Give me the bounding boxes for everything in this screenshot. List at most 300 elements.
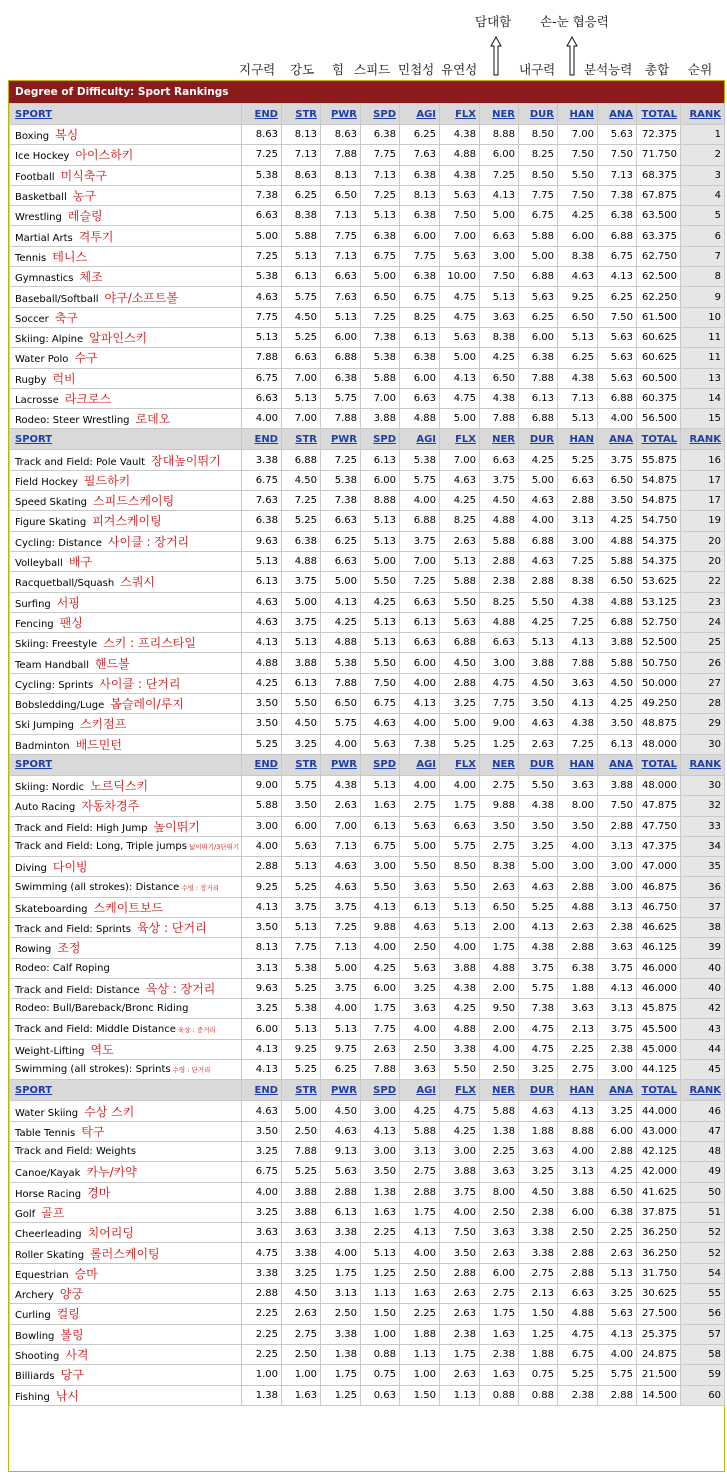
- sport-name-korean: 야구/소프트볼: [104, 290, 179, 305]
- sport-name-cell: [10, 1162, 242, 1182]
- sort-link-total[interactable]: TOTAL: [637, 1080, 681, 1101]
- han-cell: 4.13: [558, 633, 598, 653]
- sort-link-str[interactable]: STR: [282, 104, 321, 125]
- table-row: [10, 1101, 725, 1121]
- pwr-cell: 7.88: [321, 145, 361, 165]
- ner-cell: 1.25: [480, 734, 519, 754]
- sort-link-dur[interactable]: DUR: [519, 104, 558, 125]
- sport-name: Rodeo: Steer Wrestling: [15, 415, 130, 427]
- column-header-row: [10, 1080, 725, 1101]
- sport-name-cell: [10, 145, 242, 165]
- end-cell: 6.63: [242, 388, 282, 408]
- sport-name-cell: [10, 796, 242, 816]
- rank-cell: 30: [681, 734, 725, 754]
- pwr-cell: 6.38: [321, 368, 361, 388]
- ana-cell: 6.13: [598, 734, 637, 754]
- sort-link-pwr[interactable]: PWR: [321, 1080, 361, 1101]
- sort-link-ner[interactable]: NER: [480, 1080, 519, 1101]
- sort-link-rank[interactable]: RANK: [681, 104, 725, 125]
- ana-cell: 2.25: [598, 1223, 637, 1243]
- pwr-cell: 4.13: [321, 592, 361, 612]
- rank-cell: 40: [681, 958, 725, 978]
- sort-link-flx[interactable]: FLX: [440, 754, 480, 775]
- end-cell: 2.25: [242, 1304, 282, 1324]
- total-cell: 63.500: [637, 206, 681, 226]
- table-row: [10, 1365, 725, 1385]
- ana-cell: 7.50: [598, 145, 637, 165]
- han-cell: 7.50: [558, 145, 598, 165]
- agi-cell: 5.00: [400, 836, 440, 856]
- agi-cell: 5.50: [400, 857, 440, 877]
- pwr-cell: 6.25: [321, 1060, 361, 1080]
- sort-link-str[interactable]: STR: [282, 754, 321, 775]
- sport-name-korean: 알파인스키: [89, 331, 148, 346]
- str-cell: 7.00: [282, 409, 321, 429]
- sort-link-pwr[interactable]: PWR: [321, 754, 361, 775]
- sport-name-korean: 럭비: [52, 371, 76, 386]
- agi-cell: 6.38: [400, 267, 440, 287]
- ana-cell: 6.50: [598, 470, 637, 490]
- pwr-cell: 6.63: [321, 267, 361, 287]
- agi-cell: 1.00: [400, 1365, 440, 1385]
- sport-name: Figure Skating: [15, 517, 87, 529]
- sort-link-agi[interactable]: AGI: [400, 429, 440, 450]
- table-row: [10, 592, 725, 612]
- str-cell: 7.88: [282, 1141, 321, 1161]
- han-cell: 2.88: [558, 491, 598, 511]
- pwr-cell: 7.38: [321, 491, 361, 511]
- sport-name-korean: 롤러스케이팅: [90, 1246, 160, 1261]
- ana-cell: 2.38: [598, 1039, 637, 1059]
- sport-name: Tennis: [15, 252, 47, 264]
- sort-link-end[interactable]: END: [242, 1080, 282, 1101]
- sport-name-cell: [10, 531, 242, 551]
- sport-name: Skiing: Freestyle: [15, 639, 98, 651]
- sport-name: Golf: [15, 1208, 36, 1220]
- sort-link-ana[interactable]: ANA: [598, 1080, 637, 1101]
- ner-cell: 0.88: [480, 1385, 519, 1405]
- sort-link-han[interactable]: HAN: [558, 754, 598, 775]
- flx-cell: 10.00: [440, 267, 480, 287]
- flx-cell: 3.75: [440, 1182, 480, 1202]
- pwr-cell: 7.25: [321, 917, 361, 937]
- rank-cell: 20: [681, 551, 725, 571]
- sport-name-korean: 아이스하키: [75, 148, 134, 163]
- flx-cell: 5.25: [440, 734, 480, 754]
- ana-cell: 3.88: [598, 633, 637, 653]
- agi-cell: 6.00: [400, 368, 440, 388]
- ana-cell: 5.63: [598, 125, 637, 145]
- sport-name-korean: 노르딕스키: [90, 779, 149, 794]
- agi-cell: 7.00: [400, 551, 440, 571]
- total-cell: 60.500: [637, 368, 681, 388]
- sort-link-dur[interactable]: DUR: [519, 1080, 558, 1101]
- han-cell: 4.13: [558, 1101, 598, 1121]
- sort-link-ner[interactable]: NER: [480, 104, 519, 125]
- table-row: [10, 1344, 725, 1364]
- sport-name-korean: 사이클 : 장거리: [107, 534, 190, 549]
- spd-cell: 6.75: [361, 836, 400, 856]
- sort-link-end[interactable]: END: [242, 429, 282, 450]
- flx-cell: 7.00: [440, 226, 480, 246]
- pwr-cell: 6.13: [321, 1202, 361, 1222]
- agi-cell: 6.63: [400, 388, 440, 408]
- sort-link-agi[interactable]: AGI: [400, 1080, 440, 1101]
- end-cell: 7.25: [242, 145, 282, 165]
- pwr-cell: 5.00: [321, 572, 361, 592]
- table-row: [10, 511, 725, 531]
- total-cell: 45.500: [637, 1019, 681, 1039]
- sport-name-cell: [10, 307, 242, 327]
- total-cell: 42.000: [637, 1162, 681, 1182]
- str-cell: 6.63: [282, 348, 321, 368]
- ner-cell: 2.00: [480, 978, 519, 998]
- sport-name-cell: [10, 1263, 242, 1283]
- agi-cell: 6.38: [400, 348, 440, 368]
- str-cell: 2.75: [282, 1324, 321, 1344]
- total-cell: 41.625: [637, 1182, 681, 1202]
- sport-name-korean: 서핑: [56, 595, 80, 610]
- ner-cell: 2.25: [480, 1141, 519, 1161]
- sport-name-cell: [10, 125, 242, 145]
- ner-cell: 5.88: [480, 1101, 519, 1121]
- ana-cell: 3.25: [598, 1284, 637, 1304]
- sort-link-agi[interactable]: AGI: [400, 754, 440, 775]
- agi-cell: 1.13: [400, 1344, 440, 1364]
- rank-cell: 23: [681, 592, 725, 612]
- sort-link-dur[interactable]: DUR: [519, 754, 558, 775]
- end-cell: 5.38: [242, 165, 282, 185]
- sort-link-spd[interactable]: SPD: [361, 754, 400, 775]
- dur-cell: 2.13: [519, 1284, 558, 1304]
- ner-cell: 6.50: [480, 368, 519, 388]
- sport-name: Curling: [15, 1310, 51, 1322]
- sort-link-han[interactable]: HAN: [558, 1080, 598, 1101]
- sort-link-ana[interactable]: ANA: [598, 429, 637, 450]
- ner-cell: 2.75: [480, 836, 519, 856]
- str-cell: 5.88: [282, 226, 321, 246]
- sort-link-end[interactable]: END: [242, 754, 282, 775]
- flx-cell: 5.13: [440, 917, 480, 937]
- sort-link-spd[interactable]: SPD: [361, 429, 400, 450]
- table-row: [10, 1141, 725, 1161]
- str-cell: 5.50: [282, 694, 321, 714]
- kr-col-analytic: 분석능력: [584, 62, 633, 77]
- total-cell: 25.375: [637, 1324, 681, 1344]
- flx-cell: 7.50: [440, 1223, 480, 1243]
- rank-cell: 60: [681, 1385, 725, 1405]
- total-cell: 43.000: [637, 1121, 681, 1141]
- rank-cell: 43: [681, 1019, 725, 1039]
- sort-link-ana[interactable]: ANA: [598, 754, 637, 775]
- han-cell: 5.25: [558, 1365, 598, 1385]
- agi-cell: 5.75: [400, 470, 440, 490]
- sort-link-flx[interactable]: FLX: [440, 429, 480, 450]
- sport-name-cell: [10, 470, 242, 490]
- end-cell: 1.38: [242, 1385, 282, 1405]
- spd-cell: 3.00: [361, 857, 400, 877]
- han-cell: 3.00: [558, 531, 598, 551]
- pwr-cell: 4.00: [321, 999, 361, 1019]
- agi-cell: 4.00: [400, 1243, 440, 1263]
- spd-cell: 3.88: [361, 409, 400, 429]
- sort-link-agi[interactable]: AGI: [400, 104, 440, 125]
- str-cell: 3.88: [282, 1202, 321, 1222]
- flx-cell: 4.00: [440, 775, 480, 795]
- rank-cell: 6: [681, 226, 725, 246]
- str-cell: 8.63: [282, 165, 321, 185]
- ner-cell: 1.75: [480, 938, 519, 958]
- spd-cell: 6.38: [361, 226, 400, 246]
- ner-cell: 3.63: [480, 1162, 519, 1182]
- kr-col-total: 총합: [645, 62, 670, 77]
- rank-cell: 34: [681, 836, 725, 856]
- dur-cell: 4.38: [519, 938, 558, 958]
- flx-cell: 1.13: [440, 1385, 480, 1405]
- flx-cell: 4.75: [440, 307, 480, 327]
- sport-name-cell: [10, 978, 242, 998]
- table-row: [10, 938, 725, 958]
- dur-cell: 8.25: [519, 145, 558, 165]
- han-cell: 5.25: [558, 450, 598, 470]
- spd-cell: 5.13: [361, 511, 400, 531]
- sport-name: Swimming (all strokes): Sprints: [15, 1064, 171, 1076]
- flx-cell: 3.25: [440, 694, 480, 714]
- sort-link-spd[interactable]: SPD: [361, 1080, 400, 1101]
- sort-link-flx[interactable]: FLX: [440, 1080, 480, 1101]
- ner-cell: 2.00: [480, 1019, 519, 1039]
- ana-cell: 3.75: [598, 450, 637, 470]
- sort-link-total[interactable]: TOTAL: [637, 754, 681, 775]
- total-cell: 47.375: [637, 836, 681, 856]
- end-cell: 7.38: [242, 185, 282, 205]
- rank-cell: 45: [681, 1060, 725, 1080]
- han-cell: 3.13: [558, 511, 598, 531]
- spd-cell: 5.13: [361, 775, 400, 795]
- str-cell: 6.25: [282, 185, 321, 205]
- dur-cell: 3.25: [519, 1060, 558, 1080]
- sort-link-ner[interactable]: NER: [480, 754, 519, 775]
- sort-link-ana[interactable]: ANA: [598, 104, 637, 125]
- ana-cell: 3.00: [598, 857, 637, 877]
- sort-link-sport[interactable]: SPORT: [10, 104, 242, 125]
- table-title: Degree of Difficulty: Sport Rankings: [9, 81, 724, 103]
- rank-cell: 26: [681, 653, 725, 673]
- sort-link-str[interactable]: STR: [282, 429, 321, 450]
- str-cell: 7.25: [282, 491, 321, 511]
- sort-link-pwr[interactable]: PWR: [321, 429, 361, 450]
- flx-cell: 5.63: [440, 612, 480, 632]
- pwr-cell: 5.00: [321, 958, 361, 978]
- sort-link-rank[interactable]: RANK: [681, 754, 725, 775]
- agi-cell: 5.38: [400, 450, 440, 470]
- rank-cell: 17: [681, 470, 725, 490]
- table-row: [10, 958, 725, 978]
- ner-cell: 3.63: [480, 1223, 519, 1243]
- rank-cell: 33: [681, 816, 725, 836]
- sport-name: Track and Field: Middle Distance: [15, 1023, 176, 1035]
- spd-cell: 5.88: [361, 368, 400, 388]
- agi-cell: 2.75: [400, 1162, 440, 1182]
- sport-name-cell: [10, 450, 242, 470]
- pwr-cell: 6.00: [321, 327, 361, 347]
- sort-link-sport[interactable]: SPORT: [10, 754, 242, 775]
- ana-cell: 7.38: [598, 185, 637, 205]
- sport-name-cell: [10, 1304, 242, 1324]
- sport-name-korean: 축구: [54, 310, 78, 325]
- pwr-cell: 5.38: [321, 470, 361, 490]
- dur-cell: 7.75: [519, 185, 558, 205]
- sport-name: Horse Racing: [15, 1188, 82, 1200]
- end-cell: 6.75: [242, 470, 282, 490]
- str-cell: 5.13: [282, 857, 321, 877]
- agi-cell: 6.13: [400, 897, 440, 917]
- end-cell: 9.63: [242, 978, 282, 998]
- rank-cell: 28: [681, 694, 725, 714]
- sport-name: Equestrian: [15, 1269, 69, 1281]
- han-cell: 6.25: [558, 348, 598, 368]
- sport-name-korean: 라크로스: [64, 392, 112, 406]
- str-cell: 8.13: [282, 125, 321, 145]
- agi-cell: 6.88: [400, 511, 440, 531]
- dur-cell: 6.88: [519, 531, 558, 551]
- dur-cell: 3.38: [519, 1223, 558, 1243]
- str-cell: 3.75: [282, 572, 321, 592]
- end-cell: 4.88: [242, 653, 282, 673]
- end-cell: 5.00: [242, 226, 282, 246]
- sort-link-rank[interactable]: RANK: [681, 1080, 725, 1101]
- han-cell: 2.88: [558, 1243, 598, 1263]
- sport-name-cell: [10, 206, 242, 226]
- agi-cell: 5.88: [400, 1121, 440, 1141]
- sort-link-pwr[interactable]: PWR: [321, 104, 361, 125]
- sport-name-cell: [10, 1324, 242, 1344]
- rank-cell: 42: [681, 999, 725, 1019]
- sort-link-end[interactable]: END: [242, 104, 282, 125]
- ana-cell: 4.00: [598, 1344, 637, 1364]
- ana-cell: 5.75: [598, 1365, 637, 1385]
- pwr-cell: 3.38: [321, 1223, 361, 1243]
- ner-cell: 8.25: [480, 592, 519, 612]
- sort-link-rank[interactable]: RANK: [681, 429, 725, 450]
- sort-link-dur[interactable]: DUR: [519, 429, 558, 450]
- flx-cell: 2.38: [440, 1324, 480, 1344]
- table-row: [10, 734, 725, 754]
- spd-cell: 2.63: [361, 1039, 400, 1059]
- ner-cell: 2.63: [480, 1243, 519, 1263]
- sort-link-ner[interactable]: NER: [480, 429, 519, 450]
- sort-link-sport[interactable]: SPORT: [10, 1080, 242, 1101]
- sport-name: Bobsledding/Luge: [15, 700, 105, 712]
- spd-cell: 0.88: [361, 1344, 400, 1364]
- sort-link-han[interactable]: HAN: [558, 104, 598, 125]
- sort-link-str[interactable]: STR: [282, 1080, 321, 1101]
- table-row: [10, 816, 725, 836]
- rank-cell: 13: [681, 368, 725, 388]
- sort-link-flx[interactable]: FLX: [440, 104, 480, 125]
- rank-cell: 29: [681, 714, 725, 734]
- dur-cell: 4.75: [519, 1019, 558, 1039]
- str-cell: 6.38: [282, 531, 321, 551]
- sport-name-korean: 다이빙: [52, 860, 88, 875]
- table-row: [10, 917, 725, 937]
- total-cell: 54.875: [637, 491, 681, 511]
- ana-cell: 4.50: [598, 673, 637, 693]
- dur-cell: 4.63: [519, 714, 558, 734]
- sort-link-total[interactable]: TOTAL: [637, 104, 681, 125]
- end-cell: 6.00: [242, 1019, 282, 1039]
- sport-name-cell: [10, 633, 242, 653]
- sort-link-spd[interactable]: SPD: [361, 104, 400, 125]
- dur-cell: 0.88: [519, 1385, 558, 1405]
- dur-cell: 1.50: [519, 1304, 558, 1324]
- end-cell: 1.00: [242, 1365, 282, 1385]
- sort-link-sport[interactable]: SPORT: [10, 429, 242, 450]
- spd-cell: 5.50: [361, 653, 400, 673]
- ner-cell: 5.00: [480, 206, 519, 226]
- end-cell: 3.25: [242, 1202, 282, 1222]
- han-cell: 4.00: [558, 1141, 598, 1161]
- sport-name-korean: 필드하키: [83, 473, 131, 488]
- pwr-cell: 5.13: [321, 307, 361, 327]
- spd-cell: 1.63: [361, 796, 400, 816]
- ana-cell: 3.75: [598, 1019, 637, 1039]
- str-cell: 7.00: [282, 368, 321, 388]
- spd-cell: 6.75: [361, 694, 400, 714]
- rank-cell: 24: [681, 612, 725, 632]
- total-cell: 46.625: [637, 917, 681, 937]
- pwr-cell: 3.75: [321, 897, 361, 917]
- sport-name: Swimming (all strokes): Distance: [15, 881, 180, 893]
- spd-cell: 3.00: [361, 1101, 400, 1121]
- han-cell: 6.63: [558, 470, 598, 490]
- total-cell: 47.875: [637, 796, 681, 816]
- dur-cell: 5.63: [519, 287, 558, 307]
- han-cell: 2.88: [558, 877, 598, 897]
- pwr-cell: 7.25: [321, 450, 361, 470]
- agi-cell: 2.50: [400, 1039, 440, 1059]
- agi-cell: 1.75: [400, 1202, 440, 1222]
- end-cell: 2.25: [242, 1344, 282, 1364]
- dur-cell: 4.25: [519, 450, 558, 470]
- ner-cell: 6.63: [480, 226, 519, 246]
- spd-cell: 7.00: [361, 388, 400, 408]
- table-row: [10, 246, 725, 266]
- sort-link-han[interactable]: HAN: [558, 429, 598, 450]
- pwr-cell: 7.13: [321, 836, 361, 856]
- sort-link-total[interactable]: TOTAL: [637, 429, 681, 450]
- end-cell: 4.13: [242, 633, 282, 653]
- rank-cell: 1: [681, 125, 725, 145]
- sport-name-korean: 레슬링: [67, 209, 103, 224]
- table-row: [10, 307, 725, 327]
- total-cell: 48.000: [637, 734, 681, 754]
- dur-cell: 4.75: [519, 1039, 558, 1059]
- sport-name-cell: [10, 1019, 242, 1039]
- spd-cell: 1.63: [361, 1202, 400, 1222]
- dur-cell: 5.00: [519, 857, 558, 877]
- sport-name-cell: [10, 1121, 242, 1141]
- spd-cell: 6.75: [361, 246, 400, 266]
- han-cell: 4.38: [558, 714, 598, 734]
- sport-name-korean: 팬싱: [59, 615, 83, 630]
- sport-name-cell: [10, 612, 242, 632]
- flx-cell: 4.75: [440, 388, 480, 408]
- str-cell: 4.50: [282, 1284, 321, 1304]
- sport-name-cell: [10, 897, 242, 917]
- spd-cell: 5.13: [361, 1243, 400, 1263]
- table-row: [10, 796, 725, 816]
